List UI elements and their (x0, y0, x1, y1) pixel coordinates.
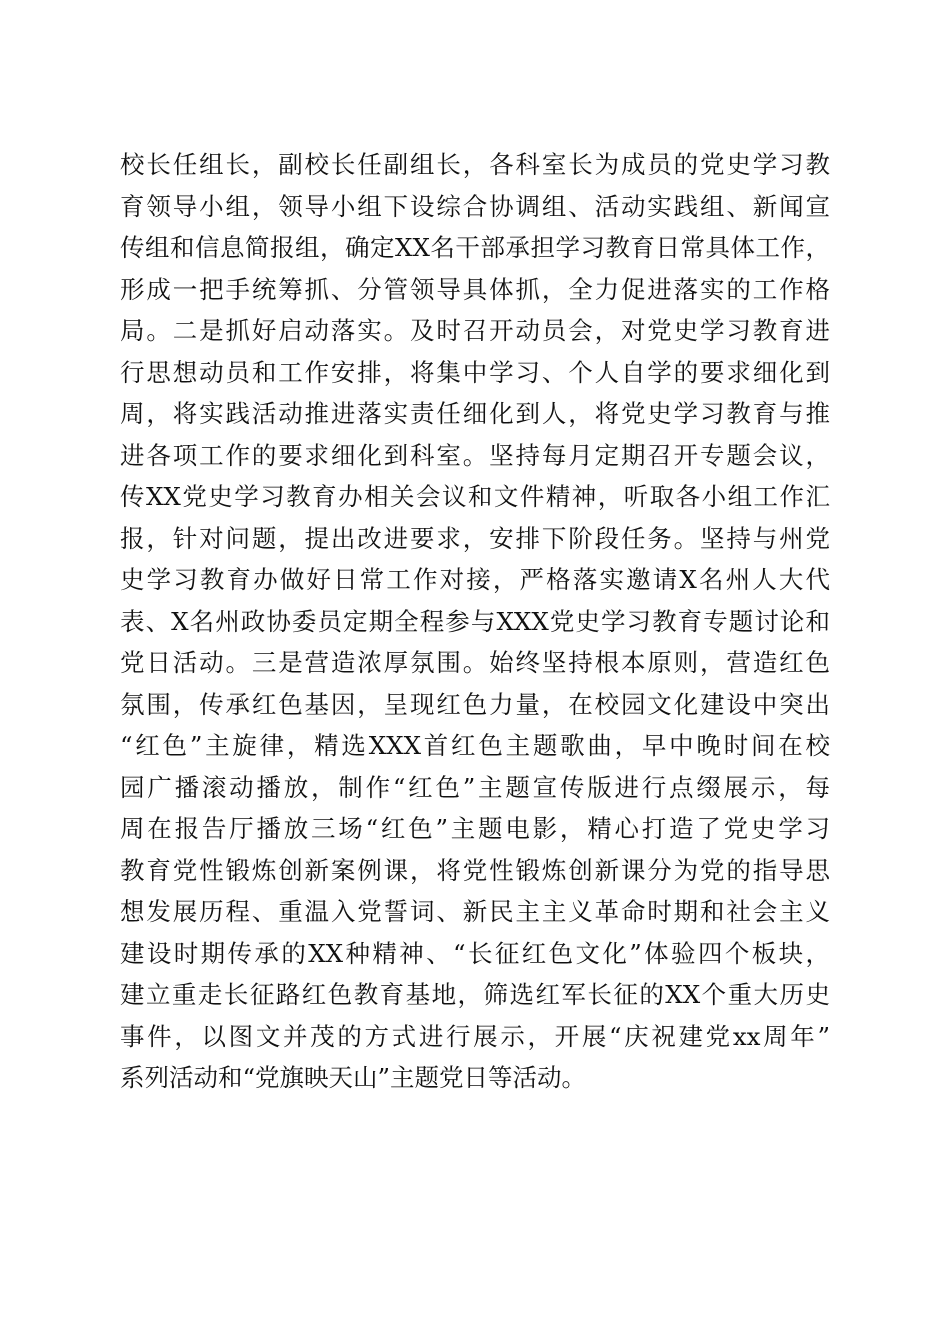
paragraph-line-last: 系列活动和“党旗映天山”主题党日等活动。 (120, 1063, 587, 1092)
paragraph-line: 党日活动。三是营造浓厚氛围。始终坚持根本原则，营造红色 (120, 648, 830, 677)
paragraph-line: 行思想动员和工作安排，将集中学习、个人自学的要求细化到 (120, 357, 830, 387)
paragraph-line: 校长任组长，副校长任副组长，各科室长为成员的党史学习教 (120, 150, 830, 179)
paragraph-line: 史学习教育办做好日常工作对接，严格落实邀请X名州人大代 (120, 565, 830, 594)
paragraph-line: 传XX党史学习教育办相关会议和文件精神，听取各小组工作汇 (120, 482, 830, 511)
paragraph-line: 周，将实践活动推进落实责任细化到人，将党史学习教育与推 (120, 399, 830, 428)
paragraph-line: 建设时期传承的XX种精神、“长征红色文化”体验四个板块， (120, 938, 830, 968)
paragraph-line: 园广播滚动播放，制作“红色”主题宣传版进行点缀展示，每 (120, 772, 830, 802)
paragraph-line: 氛围，传承红色基因，呈现红色力量，在校园文化建设中突出 (120, 689, 830, 719)
paragraph-line: 周在报告厅播放三场“红色”主题电影，精心打造了党史学习 (120, 814, 830, 843)
paragraph-line: 教育党性锻炼创新案例课，将党性锻炼创新课分为党的指导思 (120, 855, 830, 885)
paragraph-line: “红色”主旋律，精选XXX首红色主题歌曲，早中晚时间在校 (120, 731, 830, 760)
paragraph-line: 局。二是抓好启动落实。及时召开动员会，对党史学习教育进 (120, 316, 830, 345)
body-paragraph (120, 144, 830, 1099)
paragraph-line: 进各项工作的要求细化到科室。坚持每月定期召开专题会议， (120, 440, 830, 470)
paragraph-line: 事件，以图文并茂的方式进行展示，开展“庆祝建党xx周年” (120, 1021, 830, 1051)
paragraph-line: 形成一把手统筹抓、分管领导具体抓，全力促进落实的工作格 (120, 274, 830, 304)
paragraph-line: 想发展历程、重温入党誓词、新民主主义革命时期和社会主义 (120, 897, 830, 926)
paragraph-line: 育领导小组，领导小组下设综合协调组、活动实践组、新闻宣 (120, 191, 830, 221)
paragraph-line: 报，针对问题，提出改进要求，安排下阶段任务。坚持与州党 (120, 523, 830, 553)
paragraph-line: 传组和信息简报组，确定XX名干部承担学习教育日常具体工作， (120, 233, 830, 262)
paragraph-line: 表、X名州政协委员定期全程参与XXX党史学习教育专题讨论和 (120, 606, 830, 636)
paragraph-line: 建立重走长征路红色教育基地，筛选红军长征的XX个重大历史 (120, 980, 830, 1009)
